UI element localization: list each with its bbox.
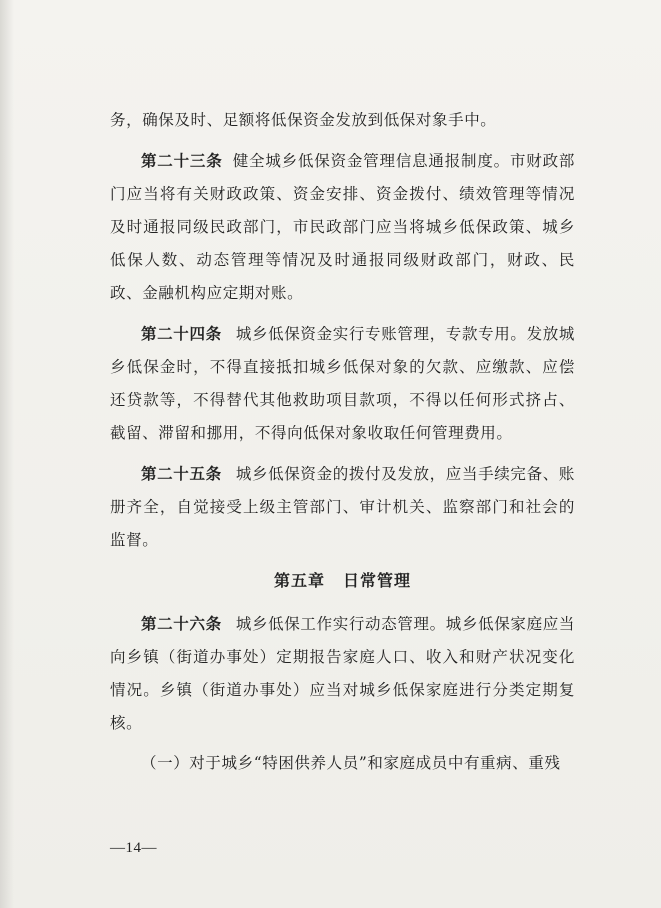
chapter-heading: [110, 564, 575, 597]
article-25-text: 城乡低保资金的拨付及发放，应当手续完备、账册齐全，自觉接受上级主管部门、审计机关、监察部门和社会的监督。: [110, 465, 575, 549]
article-24-text: 城乡低保资金实行专账管理，专款专用。发放城乡低保金时，不得直接抵扣城乡低保对象的欠款、应缴款、应偿还贷款等，不得替代其他救助项目款项，不得以任何形式挤占、截留、滞留和挪用，不得向低保对象收取任何管理费用。: [110, 325, 575, 442]
article-26-text: 城乡低保工作实行动态管理。城乡低保家庭应当向乡镇（街道办事处）定期报告家庭人口、收入和财产状况变化情况。乡镇（街道办事处）应当对城乡低保家庭进行分类定期复核。: [110, 615, 575, 732]
document-body: [110, 104, 575, 787]
continuation-text: 务，确保及时、足额将低保资金发放到低保对象手中。: [110, 111, 497, 129]
article-26-title: 第二十六条: [141, 614, 222, 633]
article-24-title: 第二十四条: [141, 324, 222, 343]
page-number: —14—: [110, 840, 157, 856]
paragraph-continuation: [110, 104, 575, 137]
page-edge-shadow: [0, 0, 14, 908]
article-26: [110, 607, 575, 740]
list-item-1-text: （一）对于城乡“特困供养人员”和家庭成员中有重病、重残: [141, 754, 561, 772]
article-25-title: 第二十五条: [141, 464, 222, 483]
list-item-1: [110, 747, 575, 780]
article-23-text: 健全城乡低保资金管理信息通报制度。市财政部门应当将有关财政政策、资金安排、资金拨付、绩效管理等情况及时通报同级民政部门，市民政部门应当将城乡低保政策、城乡低保人数、动态管理等情况及时通报同级财政部门，财政、民政、金融机构应定期对账。: [110, 152, 575, 302]
article-23-title: 第二十三条: [141, 151, 223, 170]
article-23: [110, 144, 575, 310]
chapter-name: 日常管理: [343, 571, 412, 590]
chapter-number: 第五章: [273, 571, 325, 590]
article-24: [110, 317, 575, 450]
article-25: [110, 457, 575, 557]
